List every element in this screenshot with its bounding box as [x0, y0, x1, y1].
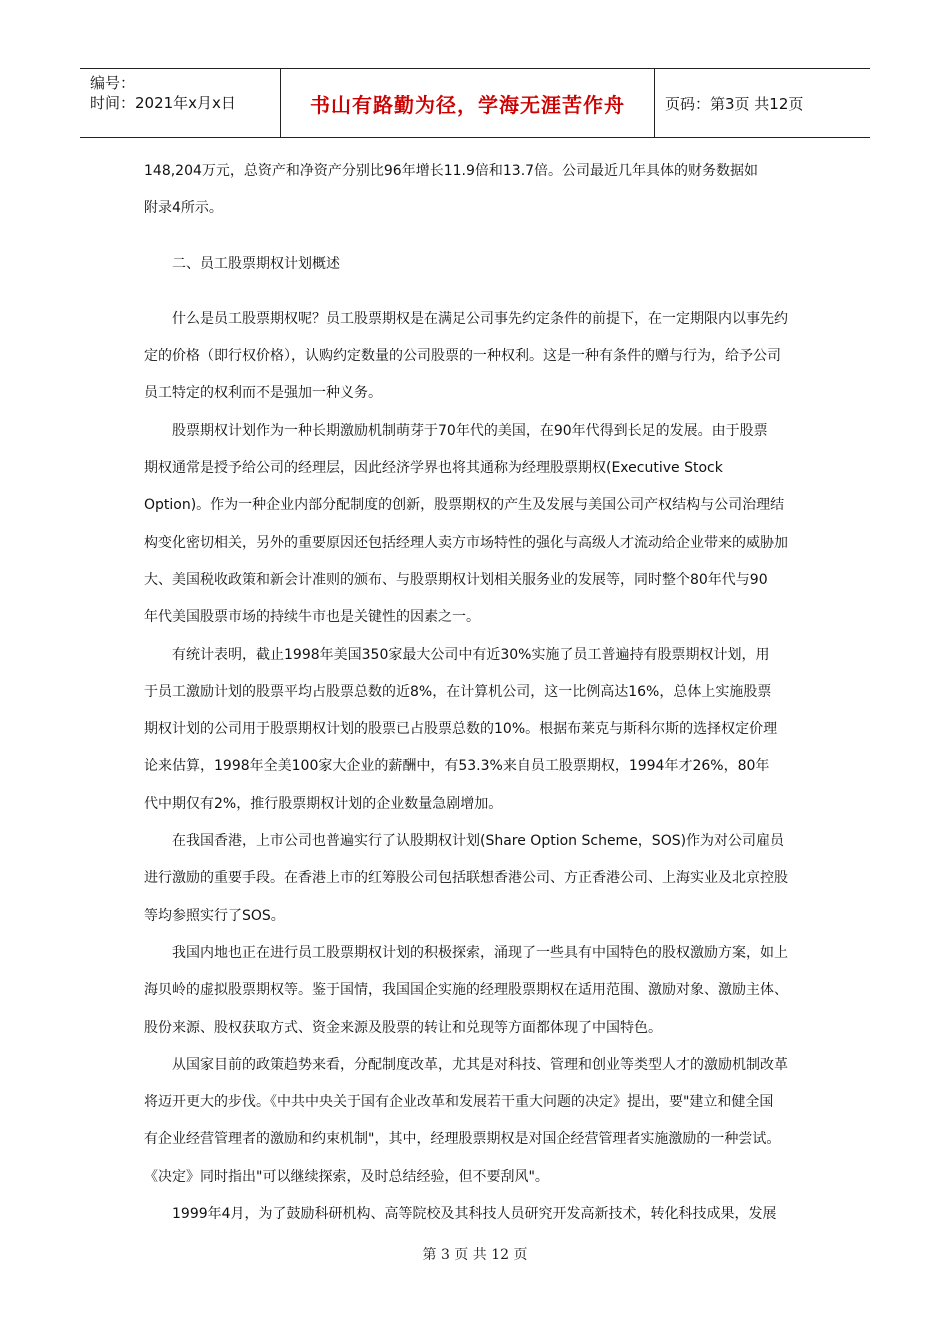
paragraph-line: 从国家目前的政策趋势来看，分配制度改革，尤其是对科技、管理和创业等类型人才的激励机制改革: [144, 1056, 788, 1073]
paragraph-line: 什么是员工股票期权呢？员工股票期权是在满足公司事先约定条件的前提下，在一定期限内以事先约: [144, 310, 788, 327]
header-meta: [80, 69, 281, 137]
header-motto: 书山有路勤为径，学海无涯苦作舟: [281, 69, 655, 137]
paragraph-line: 年代美国股票市场的持续牛市也是关键性的因素之一。: [144, 609, 480, 626]
paragraph-line: Option)。作为一种企业内部分配制度的创新，股票期权的产生及发展与美国公司产权结构与公司治理结: [144, 497, 785, 514]
paragraph-line: 于员工激励计划的股票平均占股票总数的近8%，在计算机公司，这一比例高达16%，总体上实施股票: [144, 683, 772, 700]
paragraph-line: 《决定》同时指出"可以继续探索，及时总结经验，但不要刮风"。: [144, 1168, 549, 1185]
paragraph-line: 进行激励的重要手段。在香港上市的红筹股公司包括联想香港公司、方正香港公司、上海实业及北京控股: [144, 870, 788, 887]
paragraph-line: 期权通常是授予给公司的经理层，因此经济学界也将其通称为经理股票期权(Executive Stock: [144, 460, 723, 477]
time-label: 时间：2021年x月x日: [90, 94, 236, 112]
header-page-info: 页码：第3页 共12页: [665, 94, 804, 113]
paragraph-line: 1999年4月，为了鼓励科研机构、高等院校及其科技人员研究开发高新技术，转化科技成果，发展: [144, 1206, 777, 1223]
document-body: [144, 153, 810, 1233]
paragraph-line: 股份来源、股权获取方式、资金来源及股票的转让和兑现等方面都体现了中国特色。: [144, 1019, 662, 1036]
paragraph-line: 在我国香港，上市公司也普遍实行了认股期权计划(Share Option Scheme，SOS)作为对公司雇员: [144, 833, 785, 850]
paragraph-line: 海贝岭的虚拟股票期权等。鉴于国情，我国国企实施的经理股票期权在适用范围、激励对象、激励主体、: [144, 982, 788, 999]
number-label: 编号：: [90, 74, 136, 92]
document-header: [80, 68, 870, 138]
paragraph-line: 大、美国税收政策和新会计准则的颁布、与股票期权计划相关服务业的发展等，同时整个80年代与90: [144, 571, 768, 588]
paragraph-line: 有企业经营管理者的激励和约束机制"，其中，经理股票期权是对国企经营管理者实施激励的一种尝试。: [144, 1131, 781, 1148]
paragraph-line: 股票期权计划作为一种长期激励机制萌芽于70年代的美国，在90年代得到长足的发展。由于股票: [144, 422, 768, 439]
paragraph-line: 有统计表明，截止1998年美国350家最大公司中有近30%实施了员工普遍持有股票期权计划，用: [144, 646, 770, 663]
paragraph-line: 代中期仅有2%，推行股票期权计划的企业数量急剧增加。: [144, 795, 503, 812]
paragraph-line: 等均参照实行了SOS。: [144, 907, 285, 924]
paragraph-line: 定的价格（即行权价格），认购约定数量的公司股票的一种权利。这是一种有条件的赠与行为，给予公司: [144, 348, 781, 365]
paragraph-line: 员工特定的权利而不是强加一种义务。: [144, 385, 382, 402]
paragraph-line: 附录4所示。: [144, 200, 223, 217]
paragraph-line: 论来估算，1998年全美100家大企业的薪酬中，有53.3%来自员工股票期权，1994年才26%，80年: [144, 758, 770, 775]
paragraph-line: 148,204万元，总资产和净资产分别比96年增长11.9倍和13.7倍。公司最近几年具体的财务数据如: [144, 163, 759, 179]
paragraph-line: 期权计划的公司用于股票期权计划的股票已占股票总数的10%。根据布莱克与斯科尔斯的选择权定价理: [144, 721, 778, 738]
paragraph-line: 将迈开更大的步伐。《中共中央关于国有企业改革和发展若干重大问题的决定》提出，要"建立和健全国: [144, 1094, 774, 1111]
page-footer: 第 3 页 共 12 页: [422, 1247, 528, 1263]
section-title: 二、员工股票期权计划概述: [172, 255, 340, 272]
paragraph-line: 构变化密切相关，另外的重要原因还包括经理人卖方市场特性的强化与高级人才流动给企业带来的威胁加: [144, 534, 788, 551]
paragraph-line: 我国内地也正在进行员工股票期权计划的积极探索，涌现了一些具有中国特色的股权激励方案，如上: [144, 944, 788, 961]
